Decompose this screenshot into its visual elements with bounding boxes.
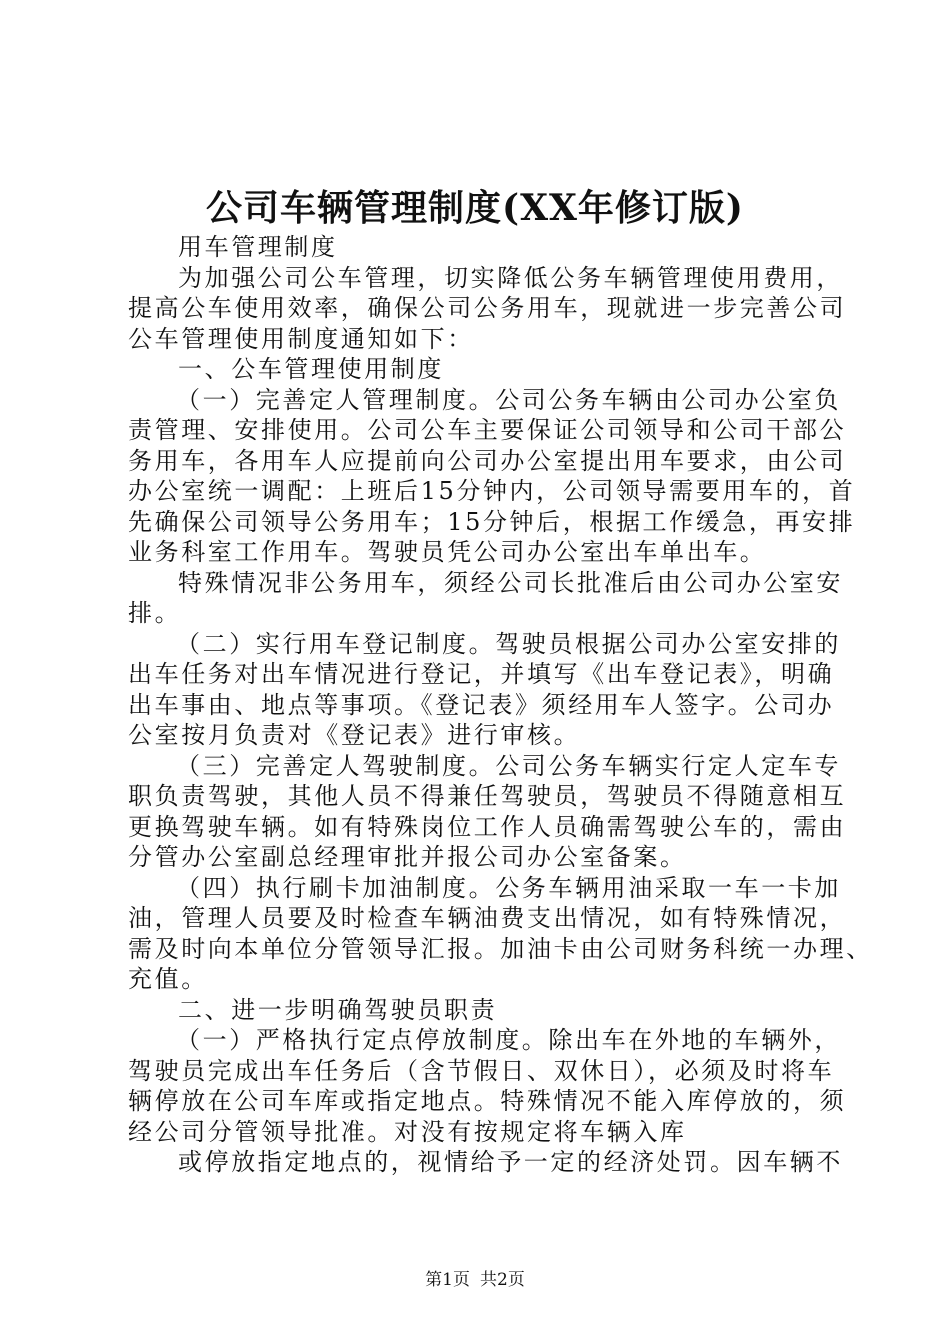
section-heading: 用车管理制度: [178, 233, 338, 261]
paragraph-line: 需及时向本单位分管领导汇报。加油卡由公司财务科统一办理、: [128, 934, 873, 963]
paragraph-line: 辆停放在公司车库或指定地点。特殊情况不能入库停放的，须: [128, 1087, 847, 1115]
paragraph-line: 先确保公司领导公务用车；15分钟后，根据工作缓急，再安排: [128, 507, 856, 536]
document-body: [128, 232, 873, 1178]
paragraph-line: 提高公车使用效率，确保公司公务用车，现就进一步完善公司: [128, 294, 847, 322]
section-heading: 二、进一步明确驾驶员职责: [178, 995, 498, 1024]
paragraph-line: 经公司分管领导批准。对没有按规定将车辆入库: [128, 1117, 687, 1146]
paragraph-line: 为加强公司公车管理，切实降低公务车辆管理使用费用，: [178, 263, 843, 292]
paragraph-line: 出车事由、地点等事项。《登记表》须经用车人签字。公司办: [128, 690, 835, 719]
page-number: 第1页: [425, 1270, 470, 1290]
document-title: 公司车辆管理制度(XX年修订版): [206, 187, 744, 229]
paragraph-line: 驾驶员完成出车任务后（含节假日、双休日），必须及时将车: [128, 1056, 835, 1085]
paragraph-line: 务用车，各用车人应提前向公司办公室提出用车要求，由公司: [128, 446, 847, 475]
paragraph-line: 办公室统一调配：上班后15分钟内，公司领导需要用车的，首: [128, 477, 856, 505]
paragraph-line: 公室按月负责对《登记表》进行审核。: [128, 721, 581, 749]
paragraph-line: 排。: [128, 599, 182, 627]
paragraph-line: （一）完善定人管理制度。公司公务车辆由公司办公室负: [176, 385, 841, 414]
paragraph-line: （四）执行刷卡加油制度。公务车辆用油采取一车一卡加: [176, 873, 841, 902]
paragraph-line: 油，管理人员要及时检查车辆油费支出情况，如有特殊情况，: [128, 904, 847, 932]
section-heading: 一、公车管理使用制度: [178, 355, 444, 383]
paragraph-line: 特殊情况非公务用车，须经公司长批准后由公司办公室安: [178, 568, 843, 597]
paragraph-line: （三）完善定人驾驶制度。公司公务车辆实行定人定车专: [176, 751, 841, 780]
paragraph-line: 分管办公室副总经理审批并报公司办公室备案。: [128, 843, 687, 871]
paragraph-line: 出车任务对出车情况进行登记，并填写《出车登记表》，明确: [128, 660, 835, 688]
paragraph-line: （二）实行用车登记制度。驾驶员根据公司办公室安排的: [176, 629, 841, 658]
paragraph-line: 更换驾驶车辆。如有特殊岗位工作人员确需驾驶公车的，需由: [128, 812, 847, 841]
paragraph-line: 充值。: [128, 965, 208, 993]
paragraph-line: 公车管理使用制度通知如下：: [128, 324, 474, 353]
page-footer: [0, 1268, 950, 1292]
paragraph-line: 职负责驾驶，其他人员不得兼任驾驶员，驾驶员不得随意相互: [128, 782, 847, 810]
page-total: 共2页: [480, 1270, 525, 1290]
paragraph-line: 业务科室工作用车。驾驶员凭公司办公室出车单出车。: [128, 538, 767, 566]
paragraph-line: 或停放指定地点的，视情给予一定的经济处罚。因车辆不: [178, 1148, 843, 1176]
paragraph-line: （一）严格执行定点停放制度。除出车在外地的车辆外，: [176, 1026, 841, 1054]
paragraph-line: 责管理、安排使用。公司公车主要保证公司领导和公司干部公: [128, 416, 847, 444]
